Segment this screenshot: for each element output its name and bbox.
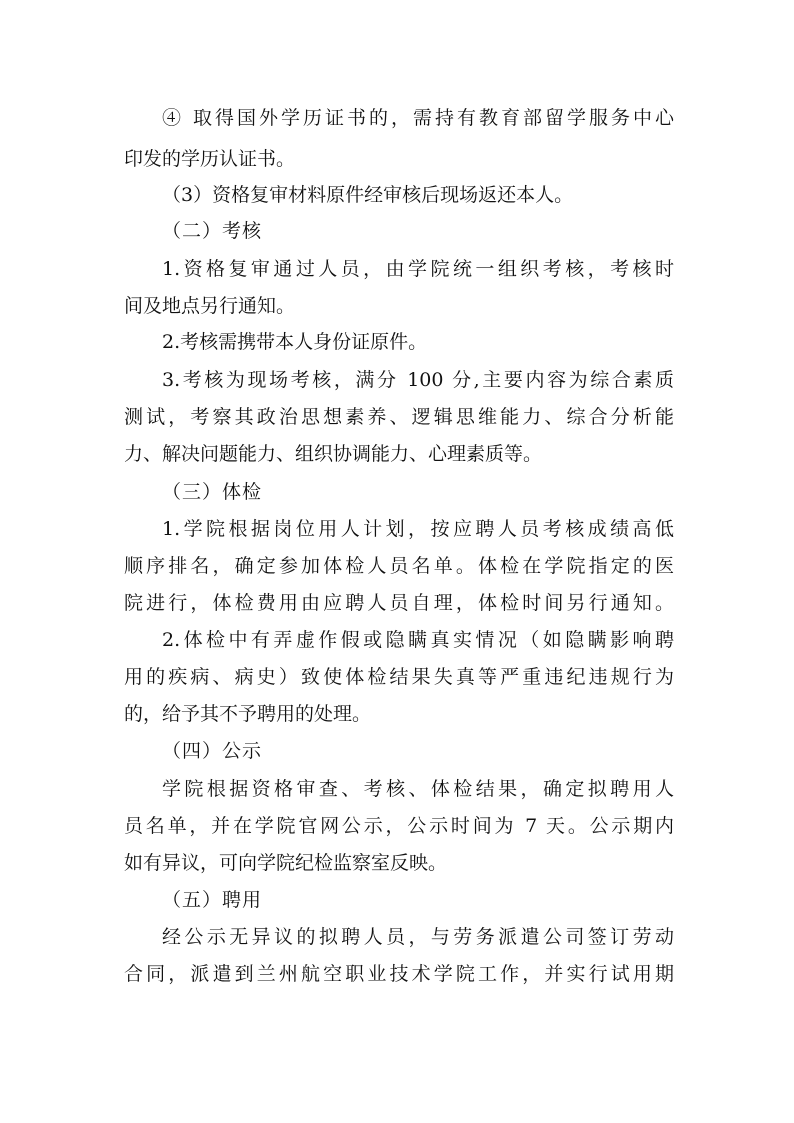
body-line: （3）资格复审材料原件经审核后现场返还本人。 — [162, 184, 574, 206]
body-line: ④ 取得国外学历证书的，需持有教育部留学服务中心 — [162, 107, 674, 129]
body-line: 3.考核为现场考核，满分 100 分,主要内容为综合素质 — [162, 369, 674, 391]
body-line: 学院根据资格审查、考核、体检结果，确定拟聘用人 — [162, 778, 674, 800]
body-line: 经公示无异议的拟聘人员，与劳务派遣公司签订劳动 — [162, 926, 674, 948]
section-heading: （五）聘用 — [162, 889, 263, 911]
section-heading: （二）考核 — [162, 220, 263, 242]
body-line: 1.学院根据岗位用人计划，按应聘人员考核成绩高低 — [162, 518, 674, 540]
body-line: 员名单，并在学院官网公示，公示时间为 7 天。公示期内 — [124, 815, 674, 837]
body-line: 间及地点另行通知。 — [124, 295, 296, 317]
body-line: 顺序排名，确定参加体检人员名单。体检在学院指定的医 — [124, 555, 674, 577]
body-line: 的，给予其不予聘用的处理。 — [124, 703, 372, 725]
body-line: 测试，考察其政治思想素养、逻辑思维能力、综合分析能 — [124, 406, 674, 428]
section-heading: （三）体检 — [162, 481, 263, 503]
body-line: 用的疾病、病史）致使体检结果失真等严重违纪违规行为 — [124, 666, 674, 688]
body-line: 印发的学历认证书。 — [124, 148, 296, 170]
body-line: 2.体检中有弄虚作假或隐瞒真实情况（如隐瞒影响聘 — [162, 629, 674, 651]
body-line: 1.资格复审通过人员，由学院统一组织考核，考核时 — [162, 258, 674, 280]
body-line: 力、解决问题能力、组织协调能力、心理素质等。 — [124, 443, 543, 465]
body-line: 如有异议，可向学院纪检监察室反映。 — [124, 852, 448, 874]
body-line: 2.考核需携带本人身份证原件。 — [162, 331, 428, 353]
body-line: 合同，派遣到兰州航空职业技术学院工作，并实行试用期 — [124, 963, 674, 985]
body-line: 院进行，体检费用由应聘人员自理，体检时间另行通知。 — [124, 592, 674, 614]
section-heading: （四）公示 — [162, 740, 263, 762]
